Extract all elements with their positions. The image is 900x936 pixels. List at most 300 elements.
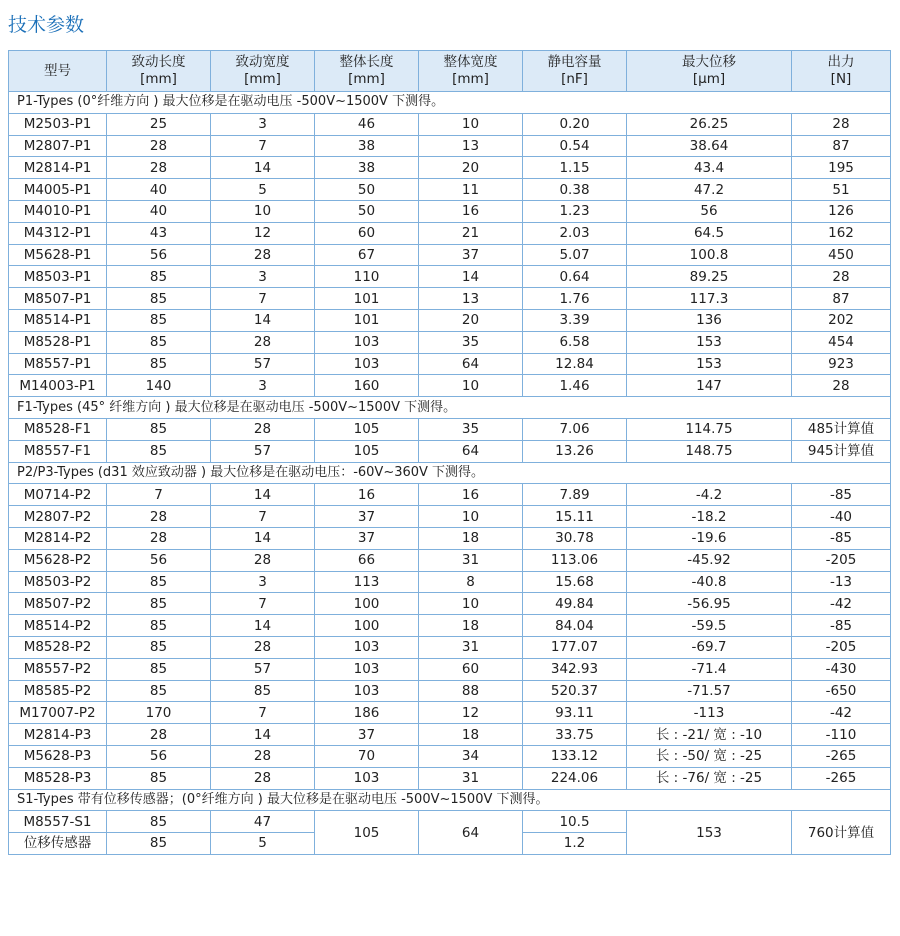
cell-model: 位移传感器 — [9, 833, 107, 855]
cell-active-width: 28 — [211, 767, 315, 789]
cell-model: M8514-P1 — [9, 309, 107, 331]
cell-active-width: 28 — [211, 418, 315, 440]
cell-overall-length: 70 — [315, 745, 419, 767]
cell-active-length: 85 — [107, 266, 211, 288]
cell-force: -85 — [792, 527, 891, 549]
table-row-s1-actuator — [9, 811, 891, 833]
cell-overall-length: 100 — [315, 615, 419, 637]
cell-overall-width: 31 — [419, 549, 523, 571]
cell-force: -205 — [792, 549, 891, 571]
cell-active-width: 3 — [211, 571, 315, 593]
cell-overall-length: 110 — [315, 266, 419, 288]
cell-capacitance: 33.75 — [523, 724, 627, 746]
cell-overall-width: 88 — [419, 680, 523, 702]
header-unit: [mm] — [452, 71, 489, 87]
header-force — [792, 51, 891, 92]
cell-overall-length: 101 — [315, 309, 419, 331]
cell-max-displacement: 26.25 — [627, 113, 792, 135]
group-title-row — [9, 92, 891, 114]
cell-max-displacement: -69.7 — [627, 636, 792, 658]
cell-overall-length: 50 — [315, 179, 419, 201]
cell-force: -42 — [792, 593, 891, 615]
cell-active-width: 14 — [211, 484, 315, 506]
cell-force: 28 — [792, 113, 891, 135]
table-row — [9, 244, 891, 266]
cell-overall-width: 16 — [419, 200, 523, 222]
cell-max-displacement: 长 : -50/ 宽 : -25 — [627, 745, 792, 767]
cell-overall-length: 37 — [315, 506, 419, 528]
cell-force: -205 — [792, 636, 891, 658]
cell-active-length: 85 — [107, 767, 211, 789]
cell-overall-width: 60 — [419, 658, 523, 680]
cell-overall-width: 8 — [419, 571, 523, 593]
table-row — [9, 200, 891, 222]
cell-max-displacement: 148.75 — [627, 440, 792, 462]
cell-capacitance: 1.2 — [523, 833, 627, 855]
cell-model: M4005-P1 — [9, 179, 107, 201]
group-title-row — [9, 462, 891, 484]
cell-max-displacement: 38.64 — [627, 135, 792, 157]
cell-overall-length: 113 — [315, 571, 419, 593]
cell-overall-length: 38 — [315, 157, 419, 179]
cell-active-width: 10 — [211, 200, 315, 222]
cell-overall-width: 34 — [419, 745, 523, 767]
cell-overall-length: 50 — [315, 200, 419, 222]
cell-capacitance: 1.46 — [523, 375, 627, 397]
header-label: 型号 — [44, 62, 71, 79]
cell-max-displacement: -18.2 — [627, 506, 792, 528]
cell-active-width: 28 — [211, 549, 315, 571]
table-row — [9, 593, 891, 615]
cell-active-width: 85 — [211, 680, 315, 702]
cell-capacitance: 5.07 — [523, 244, 627, 266]
cell-capacitance: 177.07 — [523, 636, 627, 658]
cell-active-width: 28 — [211, 244, 315, 266]
cell-overall-width: 10 — [419, 375, 523, 397]
cell-active-width: 7 — [211, 288, 315, 310]
table-row — [9, 135, 891, 157]
cell-force: 51 — [792, 179, 891, 201]
cell-max-displacement: -71.4 — [627, 658, 792, 680]
cell-max-displacement: 117.3 — [627, 288, 792, 310]
cell-overall-width: 10 — [419, 113, 523, 135]
cell-force: -430 — [792, 658, 891, 680]
cell-overall-length: 37 — [315, 724, 419, 746]
cell-force: 87 — [792, 288, 891, 310]
cell-overall-width: 35 — [419, 331, 523, 353]
cell-capacitance: 7.06 — [523, 418, 627, 440]
table-row — [9, 375, 891, 397]
cell-force: -13 — [792, 571, 891, 593]
cell-capacitance: 93.11 — [523, 702, 627, 724]
group-title: F1-Types (45° 纤维方向 ) 最大位移是在驱动电压 -500V~1500V 下测得。 — [9, 397, 891, 419]
cell-overall-length: 60 — [315, 222, 419, 244]
cell-model: M5628-P2 — [9, 549, 107, 571]
header-max-displacement — [627, 51, 792, 92]
header-unit: [mm] — [140, 71, 177, 87]
table-row — [9, 549, 891, 571]
cell-active-length: 28 — [107, 157, 211, 179]
cell-model: M5628-P1 — [9, 244, 107, 266]
cell-active-width: 57 — [211, 658, 315, 680]
cell-overall-width: 14 — [419, 266, 523, 288]
cell-active-width: 57 — [211, 440, 315, 462]
cell-active-length: 85 — [107, 658, 211, 680]
cell-capacitance: 13.26 — [523, 440, 627, 462]
cell-model: M2807-P2 — [9, 506, 107, 528]
cell-model: M4010-P1 — [9, 200, 107, 222]
cell-max-displacement: 长 : -76/ 宽 : -25 — [627, 767, 792, 789]
cell-model: M8528-P1 — [9, 331, 107, 353]
cell-max-displacement: -113 — [627, 702, 792, 724]
cell-force: 450 — [792, 244, 891, 266]
table-row — [9, 571, 891, 593]
cell-capacitance: 10.5 — [523, 811, 627, 833]
cell-active-width: 7 — [211, 593, 315, 615]
cell-active-width: 12 — [211, 222, 315, 244]
cell-force: 923 — [792, 353, 891, 375]
cell-force: -42 — [792, 702, 891, 724]
cell-max-displacement: -4.2 — [627, 484, 792, 506]
cell-model: M5628-P3 — [9, 745, 107, 767]
cell-force: 485计算值 — [792, 418, 891, 440]
cell-capacitance: 342.93 — [523, 658, 627, 680]
cell-overall-width: 35 — [419, 418, 523, 440]
cell-max-displacement: -19.6 — [627, 527, 792, 549]
cell-capacitance: 224.06 — [523, 767, 627, 789]
cell-active-width: 3 — [211, 266, 315, 288]
cell-active-width: 14 — [211, 309, 315, 331]
cell-max-displacement: 147 — [627, 375, 792, 397]
table-row — [9, 658, 891, 680]
cell-active-length: 43 — [107, 222, 211, 244]
cell-model: M8557-P2 — [9, 658, 107, 680]
cell-overall-length: 160 — [315, 375, 419, 397]
header-unit: [nF] — [561, 71, 588, 87]
cell-max-displacement: 153 — [627, 811, 792, 855]
cell-active-length: 140 — [107, 375, 211, 397]
cell-active-length: 56 — [107, 549, 211, 571]
cell-model: M8585-P2 — [9, 680, 107, 702]
cell-capacitance: 3.39 — [523, 309, 627, 331]
cell-active-width: 14 — [211, 724, 315, 746]
table-row — [9, 506, 891, 528]
cell-force: -40 — [792, 506, 891, 528]
cell-model: M2814-P2 — [9, 527, 107, 549]
cell-active-length: 85 — [107, 309, 211, 331]
cell-overall-length: 16 — [315, 484, 419, 506]
table-row — [9, 418, 891, 440]
cell-overall-width: 12 — [419, 702, 523, 724]
cell-force: 202 — [792, 309, 891, 331]
cell-active-width: 14 — [211, 157, 315, 179]
cell-capacitance: 520.37 — [523, 680, 627, 702]
header-label: 整体宽度 — [443, 54, 498, 70]
table-row — [9, 484, 891, 506]
cell-max-displacement: 64.5 — [627, 222, 792, 244]
table-row — [9, 527, 891, 549]
cell-active-width: 7 — [211, 506, 315, 528]
table-row — [9, 636, 891, 658]
header-active-width — [211, 51, 315, 92]
cell-overall-length: 37 — [315, 527, 419, 549]
cell-max-displacement: 89.25 — [627, 266, 792, 288]
table-row — [9, 309, 891, 331]
cell-capacitance: 133.12 — [523, 745, 627, 767]
table-row — [9, 266, 891, 288]
header-overall-length — [315, 51, 419, 92]
cell-overall-width: 20 — [419, 157, 523, 179]
cell-capacitance: 0.64 — [523, 266, 627, 288]
cell-model: M8514-P2 — [9, 615, 107, 637]
cell-max-displacement: -71.57 — [627, 680, 792, 702]
cell-overall-length: 105 — [315, 418, 419, 440]
header-label: 出力 — [827, 54, 855, 70]
cell-max-displacement: -59.5 — [627, 615, 792, 637]
header-active-length — [107, 51, 211, 92]
cell-overall-length: 46 — [315, 113, 419, 135]
cell-capacitance: 49.84 — [523, 593, 627, 615]
cell-overall-length: 67 — [315, 244, 419, 266]
cell-capacitance: 30.78 — [523, 527, 627, 549]
group-title: P1-Types (0°纤维方向 ) 最大位移是在驱动电压 -500V~1500V 下测得。 — [9, 92, 891, 114]
cell-active-width: 57 — [211, 353, 315, 375]
cell-active-length: 28 — [107, 724, 211, 746]
cell-max-displacement: 153 — [627, 353, 792, 375]
cell-active-width: 3 — [211, 113, 315, 135]
cell-overall-width: 64 — [419, 811, 523, 855]
header-row — [9, 51, 891, 92]
table-row — [9, 702, 891, 724]
cell-overall-width: 10 — [419, 593, 523, 615]
cell-active-length: 85 — [107, 440, 211, 462]
header-capacitance — [523, 51, 627, 92]
cell-overall-width: 20 — [419, 309, 523, 331]
cell-capacitance: 1.23 — [523, 200, 627, 222]
cell-force: 28 — [792, 266, 891, 288]
table-row — [9, 288, 891, 310]
cell-capacitance: 0.38 — [523, 179, 627, 201]
table-row — [9, 724, 891, 746]
cell-capacitance: 0.20 — [523, 113, 627, 135]
table-row — [9, 222, 891, 244]
cell-capacitance: 15.11 — [523, 506, 627, 528]
cell-overall-length: 101 — [315, 288, 419, 310]
cell-max-displacement: -45.92 — [627, 549, 792, 571]
table-row — [9, 615, 891, 637]
table-header — [9, 51, 891, 92]
cell-capacitance: 0.54 — [523, 135, 627, 157]
cell-active-width: 3 — [211, 375, 315, 397]
table-row — [9, 745, 891, 767]
cell-capacitance: 2.03 — [523, 222, 627, 244]
cell-active-length: 85 — [107, 833, 211, 855]
cell-active-width: 5 — [211, 179, 315, 201]
cell-active-width: 7 — [211, 702, 315, 724]
cell-capacitance: 7.89 — [523, 484, 627, 506]
cell-model: M4312-P1 — [9, 222, 107, 244]
cell-overall-length: 103 — [315, 353, 419, 375]
cell-capacitance: 15.68 — [523, 571, 627, 593]
cell-max-displacement: 47.2 — [627, 179, 792, 201]
table-row — [9, 157, 891, 179]
cell-active-length: 28 — [107, 527, 211, 549]
cell-overall-length: 103 — [315, 658, 419, 680]
cell-overall-width: 64 — [419, 353, 523, 375]
cell-overall-length: 38 — [315, 135, 419, 157]
cell-capacitance: 113.06 — [523, 549, 627, 571]
header-label: 静电容量 — [547, 54, 602, 70]
group-title: P2/P3-Types (d31 效应致动器 ) 最大位移是在驱动电压：-60V~360V 下测得。 — [9, 462, 891, 484]
cell-active-width: 5 — [211, 833, 315, 855]
cell-max-displacement: 136 — [627, 309, 792, 331]
cell-max-displacement: 153 — [627, 331, 792, 353]
cell-max-displacement: -40.8 — [627, 571, 792, 593]
cell-overall-length: 103 — [315, 767, 419, 789]
cell-overall-length: 66 — [315, 549, 419, 571]
header-unit: [N] — [830, 71, 852, 87]
cell-overall-width: 31 — [419, 767, 523, 789]
cell-active-length: 25 — [107, 113, 211, 135]
cell-active-width: 28 — [211, 636, 315, 658]
cell-force: -265 — [792, 767, 891, 789]
cell-force: -265 — [792, 745, 891, 767]
cell-active-length: 85 — [107, 418, 211, 440]
cell-active-length: 40 — [107, 179, 211, 201]
cell-active-width: 14 — [211, 527, 315, 549]
cell-force: -650 — [792, 680, 891, 702]
cell-active-length: 170 — [107, 702, 211, 724]
cell-overall-width: 18 — [419, 724, 523, 746]
cell-overall-width: 18 — [419, 615, 523, 637]
cell-model: M2814-P3 — [9, 724, 107, 746]
cell-max-displacement: 43.4 — [627, 157, 792, 179]
cell-active-length: 85 — [107, 811, 211, 833]
cell-model: M2814-P1 — [9, 157, 107, 179]
cell-max-displacement: -56.95 — [627, 593, 792, 615]
cell-force: -85 — [792, 615, 891, 637]
cell-model: M17007-P2 — [9, 702, 107, 724]
cell-active-length: 7 — [107, 484, 211, 506]
cell-force: 87 — [792, 135, 891, 157]
cell-active-width: 47 — [211, 811, 315, 833]
cell-model: M8557-S1 — [9, 811, 107, 833]
cell-model: M8507-P1 — [9, 288, 107, 310]
cell-overall-width: 31 — [419, 636, 523, 658]
cell-active-length: 56 — [107, 244, 211, 266]
cell-overall-width: 13 — [419, 135, 523, 157]
cell-active-length: 85 — [107, 636, 211, 658]
header-label: 致动宽度 — [235, 54, 290, 70]
cell-capacitance: 1.76 — [523, 288, 627, 310]
cell-overall-width: 21 — [419, 222, 523, 244]
header-unit: [mm] — [244, 71, 281, 87]
header-label: 最大位移 — [682, 54, 736, 70]
cell-force: 195 — [792, 157, 891, 179]
cell-capacitance: 6.58 — [523, 331, 627, 353]
table-row — [9, 113, 891, 135]
cell-force: 454 — [792, 331, 891, 353]
table-body — [9, 92, 891, 855]
table-row — [9, 179, 891, 201]
cell-active-width: 7 — [211, 135, 315, 157]
cell-overall-width: 11 — [419, 179, 523, 201]
cell-force: 760计算值 — [792, 811, 891, 855]
cell-active-length: 85 — [107, 593, 211, 615]
header-overall-width — [419, 51, 523, 92]
cell-model: M8557-P1 — [9, 353, 107, 375]
cell-overall-width: 16 — [419, 484, 523, 506]
cell-active-length: 28 — [107, 506, 211, 528]
table-row — [9, 440, 891, 462]
cell-overall-length: 105 — [315, 440, 419, 462]
cell-model: M2807-P1 — [9, 135, 107, 157]
cell-active-length: 85 — [107, 680, 211, 702]
cell-force: -110 — [792, 724, 891, 746]
cell-force: 126 — [792, 200, 891, 222]
table-row — [9, 767, 891, 789]
cell-force: 945计算值 — [792, 440, 891, 462]
table-row — [9, 680, 891, 702]
cell-overall-length: 103 — [315, 636, 419, 658]
cell-active-length: 85 — [107, 288, 211, 310]
table-row — [9, 331, 891, 353]
page-title: 技术参数 — [8, 14, 85, 36]
cell-force: -85 — [792, 484, 891, 506]
cell-overall-width: 37 — [419, 244, 523, 266]
cell-active-width: 28 — [211, 745, 315, 767]
header-unit: [mm] — [348, 71, 385, 87]
cell-model: M8507-P2 — [9, 593, 107, 615]
cell-overall-length: 186 — [315, 702, 419, 724]
cell-overall-width: 13 — [419, 288, 523, 310]
cell-max-displacement: 长 : -21/ 宽 : -10 — [627, 724, 792, 746]
cell-overall-width: 10 — [419, 506, 523, 528]
spec-table — [8, 50, 891, 855]
cell-max-displacement: 56 — [627, 200, 792, 222]
cell-model: M2503-P1 — [9, 113, 107, 135]
cell-max-displacement: 100.8 — [627, 244, 792, 266]
cell-model: M8528-P3 — [9, 767, 107, 789]
header-unit: [µm] — [692, 71, 726, 87]
cell-model: M8503-P2 — [9, 571, 107, 593]
cell-capacitance: 1.15 — [523, 157, 627, 179]
cell-max-displacement: 114.75 — [627, 418, 792, 440]
cell-capacitance: 84.04 — [523, 615, 627, 637]
group-title-s1: S1-Types 带有位移传感器；(0°纤维方向 ) 最大位移是在驱动电压 -500V~1500V 下测得。 — [9, 789, 891, 811]
cell-model: M8528-P2 — [9, 636, 107, 658]
cell-overall-length: 103 — [315, 680, 419, 702]
cell-active-length: 85 — [107, 571, 211, 593]
table-row — [9, 353, 891, 375]
cell-model: M8503-P1 — [9, 266, 107, 288]
cell-active-length: 85 — [107, 331, 211, 353]
cell-model: M8557-F1 — [9, 440, 107, 462]
group-title-row — [9, 397, 891, 419]
cell-force: 162 — [792, 222, 891, 244]
cell-active-width: 14 — [211, 615, 315, 637]
cell-active-length: 28 — [107, 135, 211, 157]
group-title-row-s1 — [9, 789, 891, 811]
cell-capacitance: 12.84 — [523, 353, 627, 375]
cell-model: M0714-P2 — [9, 484, 107, 506]
header-label: 致动长度 — [131, 54, 186, 70]
cell-active-length: 85 — [107, 615, 211, 637]
cell-model: M14003-P1 — [9, 375, 107, 397]
cell-overall-length: 103 — [315, 331, 419, 353]
cell-overall-length: 100 — [315, 593, 419, 615]
cell-active-length: 40 — [107, 200, 211, 222]
